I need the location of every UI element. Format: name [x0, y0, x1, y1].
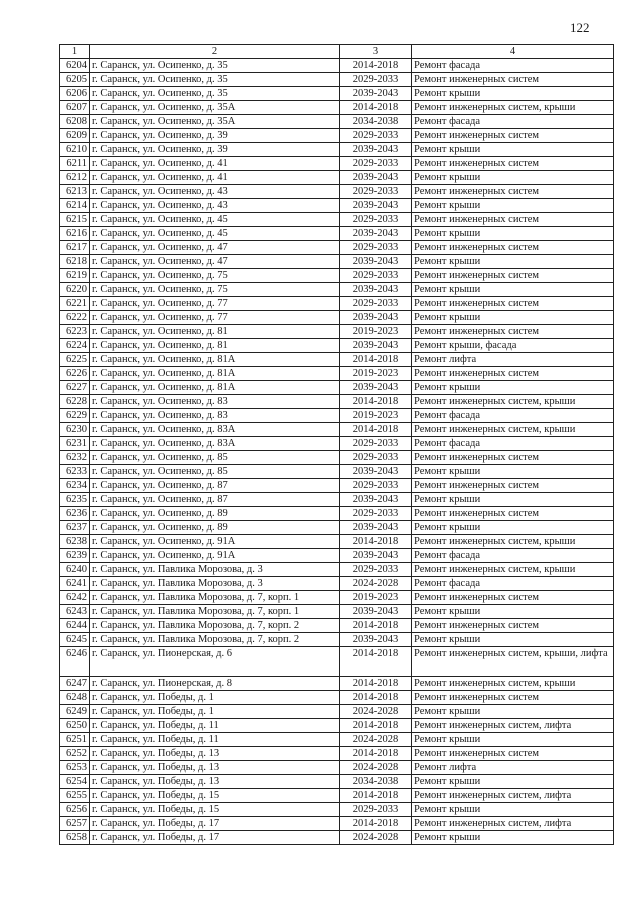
- table-row: [60, 705, 614, 719]
- table-row: [60, 213, 614, 227]
- work-type-cell: Ремонт инженерных систем: [412, 185, 614, 199]
- row-number-cell: 6228: [60, 395, 90, 409]
- period-cell: 2039-2043: [340, 227, 412, 241]
- work-type-cell: Ремонт инженерных систем, крыши: [412, 535, 614, 549]
- work-type-cell: Ремонт инженерных систем, крыши, лифта: [412, 647, 614, 677]
- column-header-4: 4: [412, 45, 614, 59]
- period-cell: 2039-2043: [340, 171, 412, 185]
- row-number-cell: 6209: [60, 129, 90, 143]
- row-number-cell: 6215: [60, 213, 90, 227]
- row-number-cell: 6233: [60, 465, 90, 479]
- period-cell: 2014-2018: [340, 619, 412, 633]
- table-row: [60, 381, 614, 395]
- table-row: [60, 423, 614, 437]
- work-type-cell: Ремонт крыши: [412, 831, 614, 845]
- period-cell: 2039-2043: [340, 143, 412, 157]
- address-cell: г. Саранск, ул. Победы, д. 13: [90, 761, 340, 775]
- period-cell: 2029-2033: [340, 507, 412, 521]
- row-number-cell: 6231: [60, 437, 90, 451]
- work-type-cell: Ремонт инженерных систем, крыши: [412, 395, 614, 409]
- table-body: [60, 59, 614, 845]
- period-cell: 2039-2043: [340, 549, 412, 563]
- address-cell: г. Саранск, ул. Осипенко, д. 83: [90, 409, 340, 423]
- table-row: [60, 297, 614, 311]
- address-cell: г. Саранск, ул. Осипенко, д. 81А: [90, 381, 340, 395]
- table-row: [60, 395, 614, 409]
- table-row: [60, 101, 614, 115]
- row-number-cell: 6229: [60, 409, 90, 423]
- row-number-cell: 6243: [60, 605, 90, 619]
- work-type-cell: Ремонт инженерных систем, крыши: [412, 677, 614, 691]
- work-type-cell: Ремонт фасада: [412, 549, 614, 563]
- address-cell: г. Саранск, ул. Победы, д. 15: [90, 803, 340, 817]
- work-type-cell: Ремонт инженерных систем: [412, 157, 614, 171]
- work-type-cell: Ремонт фасада: [412, 577, 614, 591]
- work-type-cell: Ремонт крыши: [412, 87, 614, 101]
- work-type-cell: Ремонт инженерных систем: [412, 619, 614, 633]
- address-cell: г. Саранск, ул. Осипенко, д. 47: [90, 255, 340, 269]
- work-type-cell: Ремонт крыши: [412, 605, 614, 619]
- work-type-cell: Ремонт инженерных систем, крыши: [412, 423, 614, 437]
- period-cell: 2014-2018: [340, 747, 412, 761]
- address-cell: г. Саранск, ул. Победы, д. 17: [90, 817, 340, 831]
- work-type-cell: Ремонт инженерных систем: [412, 451, 614, 465]
- table-row: [60, 647, 614, 677]
- row-number-cell: 6210: [60, 143, 90, 157]
- column-header-2: 2: [90, 45, 340, 59]
- table-row: [60, 563, 614, 577]
- row-number-cell: 6226: [60, 367, 90, 381]
- period-cell: 2024-2028: [340, 733, 412, 747]
- row-number-cell: 6232: [60, 451, 90, 465]
- row-number-cell: 6255: [60, 789, 90, 803]
- work-type-cell: Ремонт инженерных систем: [412, 479, 614, 493]
- address-cell: г. Саранск, ул. Павлика Морозова, д. 7, корп. 2: [90, 633, 340, 647]
- table-row: [60, 775, 614, 789]
- period-cell: 2029-2033: [340, 213, 412, 227]
- period-cell: 2024-2028: [340, 831, 412, 845]
- period-cell: 2019-2023: [340, 409, 412, 423]
- work-type-cell: Ремонт крыши: [412, 775, 614, 789]
- row-number-cell: 6212: [60, 171, 90, 185]
- address-cell: г. Саранск, ул. Осипенко, д. 85: [90, 465, 340, 479]
- row-number-cell: 6257: [60, 817, 90, 831]
- row-number-cell: 6217: [60, 241, 90, 255]
- address-cell: г. Саранск, ул. Осипенко, д. 43: [90, 199, 340, 213]
- row-number-cell: 6204: [60, 59, 90, 73]
- period-cell: 2029-2033: [340, 297, 412, 311]
- address-cell: г. Саранск, ул. Осипенко, д. 45: [90, 213, 340, 227]
- row-number-cell: 6224: [60, 339, 90, 353]
- period-cell: 2039-2043: [340, 283, 412, 297]
- address-cell: г. Саранск, ул. Осипенко, д. 35А: [90, 115, 340, 129]
- period-cell: 2029-2033: [340, 73, 412, 87]
- header-row: [60, 45, 614, 59]
- work-type-cell: Ремонт крыши: [412, 803, 614, 817]
- row-number-cell: 6242: [60, 591, 90, 605]
- period-cell: 2039-2043: [340, 633, 412, 647]
- table-row: [60, 437, 614, 451]
- work-type-cell: Ремонт инженерных систем, крыши: [412, 101, 614, 115]
- work-type-cell: Ремонт инженерных систем: [412, 507, 614, 521]
- period-cell: 2029-2033: [340, 129, 412, 143]
- address-cell: г. Саранск, ул. Победы, д. 1: [90, 705, 340, 719]
- table-row: [60, 269, 614, 283]
- address-cell: г. Саранск, ул. Победы, д. 1: [90, 691, 340, 705]
- work-type-cell: Ремонт инженерных систем: [412, 367, 614, 381]
- work-type-cell: Ремонт инженерных систем: [412, 325, 614, 339]
- address-cell: г. Саранск, ул. Осипенко, д. 77: [90, 311, 340, 325]
- work-type-cell: Ремонт лифта: [412, 353, 614, 367]
- row-number-cell: 6220: [60, 283, 90, 297]
- address-cell: г. Саранск, ул. Осипенко, д. 41: [90, 157, 340, 171]
- work-type-cell: Ремонт крыши: [412, 227, 614, 241]
- table-row: [60, 521, 614, 535]
- row-number-cell: 6252: [60, 747, 90, 761]
- period-cell: 2029-2033: [340, 563, 412, 577]
- row-number-cell: 6235: [60, 493, 90, 507]
- table-row: [60, 479, 614, 493]
- period-cell: 2029-2033: [340, 157, 412, 171]
- work-type-cell: Ремонт крыши: [412, 493, 614, 507]
- address-cell: г. Саранск, ул. Осипенко, д. 35А: [90, 101, 340, 115]
- work-type-cell: Ремонт фасада: [412, 437, 614, 451]
- table-row: [60, 59, 614, 73]
- period-cell: 2024-2028: [340, 705, 412, 719]
- period-cell: 2014-2018: [340, 535, 412, 549]
- column-header-1: 1: [60, 45, 90, 59]
- address-cell: г. Саранск, ул. Павлика Морозова, д. 7, корп. 1: [90, 591, 340, 605]
- period-cell: 2014-2018: [340, 817, 412, 831]
- table-row: [60, 311, 614, 325]
- address-cell: г. Саранск, ул. Осипенко, д. 83А: [90, 423, 340, 437]
- row-number-cell: 6246: [60, 647, 90, 677]
- period-cell: 2029-2033: [340, 269, 412, 283]
- address-cell: г. Саранск, ул. Осипенко, д. 81А: [90, 353, 340, 367]
- period-cell: 2014-2018: [340, 423, 412, 437]
- address-cell: г. Саранск, ул. Осипенко, д. 35: [90, 73, 340, 87]
- work-type-cell: Ремонт инженерных систем: [412, 241, 614, 255]
- address-cell: г. Саранск, ул. Осипенко, д. 85: [90, 451, 340, 465]
- table-row: [60, 747, 614, 761]
- address-cell: г. Саранск, ул. Победы, д. 13: [90, 775, 340, 789]
- period-cell: 2029-2033: [340, 803, 412, 817]
- row-number-cell: 6227: [60, 381, 90, 395]
- address-cell: г. Саранск, ул. Пионерская, д. 6: [90, 647, 340, 677]
- period-cell: 2029-2033: [340, 437, 412, 451]
- period-cell: 2024-2028: [340, 577, 412, 591]
- row-number-cell: 6247: [60, 677, 90, 691]
- period-cell: 2019-2023: [340, 325, 412, 339]
- address-cell: г. Саранск, ул. Осипенко, д. 75: [90, 269, 340, 283]
- period-cell: 2024-2028: [340, 761, 412, 775]
- address-cell: г. Саранск, ул. Осипенко, д. 47: [90, 241, 340, 255]
- table-row: [60, 451, 614, 465]
- period-cell: 2039-2043: [340, 521, 412, 535]
- table-row: [60, 577, 614, 591]
- table-row: [60, 339, 614, 353]
- table-row: [60, 185, 614, 199]
- table-row: [60, 283, 614, 297]
- period-cell: 2039-2043: [340, 87, 412, 101]
- address-cell: г. Саранск, ул. Осипенко, д. 75: [90, 283, 340, 297]
- table-row: [60, 143, 614, 157]
- address-cell: г. Саранск, ул. Осипенко, д. 39: [90, 143, 340, 157]
- work-type-cell: Ремонт инженерных систем, крыши: [412, 563, 614, 577]
- row-number-cell: 6221: [60, 297, 90, 311]
- row-number-cell: 6237: [60, 521, 90, 535]
- row-number-cell: 6245: [60, 633, 90, 647]
- work-type-cell: Ремонт крыши: [412, 465, 614, 479]
- work-type-cell: Ремонт инженерных систем: [412, 73, 614, 87]
- period-cell: 2014-2018: [340, 59, 412, 73]
- work-type-cell: Ремонт инженерных систем: [412, 129, 614, 143]
- period-cell: 2014-2018: [340, 719, 412, 733]
- row-number-cell: 6213: [60, 185, 90, 199]
- work-type-cell: Ремонт инженерных систем, лифта: [412, 719, 614, 733]
- period-cell: 2019-2023: [340, 367, 412, 381]
- address-cell: г. Саранск, ул. Победы, д. 17: [90, 831, 340, 845]
- row-number-cell: 6207: [60, 101, 90, 115]
- period-cell: 2014-2018: [340, 647, 412, 677]
- row-number-cell: 6208: [60, 115, 90, 129]
- column-header-3: 3: [340, 45, 412, 59]
- address-cell: г. Саранск, ул. Осипенко, д. 87: [90, 493, 340, 507]
- row-number-cell: 6216: [60, 227, 90, 241]
- repair-schedule-table: [59, 44, 614, 845]
- period-cell: 2029-2033: [340, 185, 412, 199]
- row-number-cell: 6254: [60, 775, 90, 789]
- table-row: [60, 817, 614, 831]
- period-cell: 2029-2033: [340, 451, 412, 465]
- work-type-cell: Ремонт фасада: [412, 59, 614, 73]
- address-cell: г. Саранск, ул. Осипенко, д. 89: [90, 507, 340, 521]
- work-type-cell: Ремонт инженерных систем, лифта: [412, 817, 614, 831]
- work-type-cell: Ремонт инженерных систем, лифта: [412, 789, 614, 803]
- table-row: [60, 157, 614, 171]
- work-type-cell: Ремонт фасада: [412, 115, 614, 129]
- row-number-cell: 6234: [60, 479, 90, 493]
- period-cell: 2039-2043: [340, 493, 412, 507]
- row-number-cell: 6244: [60, 619, 90, 633]
- address-cell: г. Саранск, ул. Осипенко, д. 83: [90, 395, 340, 409]
- address-cell: г. Саранск, ул. Осипенко, д. 35: [90, 87, 340, 101]
- address-cell: г. Саранск, ул. Осипенко, д. 81: [90, 325, 340, 339]
- table-row: [60, 115, 614, 129]
- period-cell: 2034-2038: [340, 775, 412, 789]
- period-cell: 2014-2018: [340, 677, 412, 691]
- table-row: [60, 803, 614, 817]
- work-type-cell: Ремонт крыши: [412, 733, 614, 747]
- work-type-cell: Ремонт крыши: [412, 199, 614, 213]
- table-row: [60, 409, 614, 423]
- table-row: [60, 465, 614, 479]
- row-number-cell: 6239: [60, 549, 90, 563]
- table-row: [60, 73, 614, 87]
- address-cell: г. Саранск, ул. Пионерская, д. 8: [90, 677, 340, 691]
- table-row: [60, 325, 614, 339]
- table-row: [60, 591, 614, 605]
- period-cell: 2029-2033: [340, 241, 412, 255]
- table-row: [60, 367, 614, 381]
- row-number-cell: 6256: [60, 803, 90, 817]
- period-cell: 2014-2018: [340, 353, 412, 367]
- row-number-cell: 6222: [60, 311, 90, 325]
- row-number-cell: 6251: [60, 733, 90, 747]
- row-number-cell: 6241: [60, 577, 90, 591]
- period-cell: 2039-2043: [340, 465, 412, 479]
- work-type-cell: Ремонт крыши: [412, 705, 614, 719]
- period-cell: 2014-2018: [340, 691, 412, 705]
- address-cell: г. Саранск, ул. Осипенко, д. 83А: [90, 437, 340, 451]
- row-number-cell: 6211: [60, 157, 90, 171]
- table-row: [60, 605, 614, 619]
- row-number-cell: 6238: [60, 535, 90, 549]
- row-number-cell: 6258: [60, 831, 90, 845]
- address-cell: г. Саранск, ул. Осипенко, д. 41: [90, 171, 340, 185]
- address-cell: г. Саранск, ул. Осипенко, д. 43: [90, 185, 340, 199]
- table-row: [60, 241, 614, 255]
- work-type-cell: Ремонт крыши, фасада: [412, 339, 614, 353]
- period-cell: 2039-2043: [340, 339, 412, 353]
- row-number-cell: 6240: [60, 563, 90, 577]
- table-row: [60, 199, 614, 213]
- table-row: [60, 493, 614, 507]
- work-type-cell: Ремонт инженерных систем: [412, 297, 614, 311]
- row-number-cell: 6249: [60, 705, 90, 719]
- table-row: [60, 761, 614, 775]
- work-type-cell: Ремонт крыши: [412, 255, 614, 269]
- work-type-cell: Ремонт инженерных систем: [412, 213, 614, 227]
- row-number-cell: 6205: [60, 73, 90, 87]
- table-row: [60, 831, 614, 845]
- table-row: [60, 789, 614, 803]
- period-cell: 2029-2033: [340, 479, 412, 493]
- address-cell: г. Саранск, ул. Осипенко, д. 35: [90, 59, 340, 73]
- address-cell: г. Саранск, ул. Осипенко, д. 77: [90, 297, 340, 311]
- address-cell: г. Саранск, ул. Павлика Морозова, д. 7, корп. 1: [90, 605, 340, 619]
- work-type-cell: Ремонт инженерных систем: [412, 591, 614, 605]
- period-cell: 2019-2023: [340, 591, 412, 605]
- period-cell: 2039-2043: [340, 605, 412, 619]
- work-type-cell: Ремонт крыши: [412, 381, 614, 395]
- table-row: [60, 353, 614, 367]
- table-row: [60, 719, 614, 733]
- address-cell: г. Саранск, ул. Осипенко, д. 89: [90, 521, 340, 535]
- work-type-cell: Ремонт крыши: [412, 283, 614, 297]
- period-cell: 2034-2038: [340, 115, 412, 129]
- table-row: [60, 619, 614, 633]
- work-type-cell: Ремонт инженерных систем: [412, 269, 614, 283]
- work-type-cell: Ремонт лифта: [412, 761, 614, 775]
- row-number-cell: 6250: [60, 719, 90, 733]
- address-cell: г. Саранск, ул. Павлика Морозова, д. 3: [90, 563, 340, 577]
- period-cell: 2039-2043: [340, 199, 412, 213]
- table-row: [60, 507, 614, 521]
- table-row: [60, 227, 614, 241]
- address-cell: г. Саранск, ул. Осипенко, д. 39: [90, 129, 340, 143]
- work-type-cell: Ремонт инженерных систем: [412, 747, 614, 761]
- address-cell: г. Саранск, ул. Осипенко, д. 87: [90, 479, 340, 493]
- row-number-cell: 6206: [60, 87, 90, 101]
- table-row: [60, 733, 614, 747]
- row-number-cell: 6248: [60, 691, 90, 705]
- table-row: [60, 255, 614, 269]
- address-cell: г. Саранск, ул. Осипенко, д. 81: [90, 339, 340, 353]
- address-cell: г. Саранск, ул. Осипенко, д. 91А: [90, 535, 340, 549]
- table-row: [60, 677, 614, 691]
- work-type-cell: Ремонт крыши: [412, 311, 614, 325]
- row-number-cell: 6218: [60, 255, 90, 269]
- period-cell: 2014-2018: [340, 395, 412, 409]
- table-row: [60, 691, 614, 705]
- address-cell: г. Саранск, ул. Победы, д. 15: [90, 789, 340, 803]
- row-number-cell: 6236: [60, 507, 90, 521]
- period-cell: 2014-2018: [340, 101, 412, 115]
- address-cell: г. Саранск, ул. Осипенко, д. 45: [90, 227, 340, 241]
- work-type-cell: Ремонт крыши: [412, 521, 614, 535]
- period-cell: 2039-2043: [340, 311, 412, 325]
- row-number-cell: 6230: [60, 423, 90, 437]
- work-type-cell: Ремонт крыши: [412, 171, 614, 185]
- address-cell: г. Саранск, ул. Победы, д. 11: [90, 719, 340, 733]
- row-number-cell: 6223: [60, 325, 90, 339]
- row-number-cell: 6225: [60, 353, 90, 367]
- address-cell: г. Саранск, ул. Павлика Морозова, д. 7, корп. 2: [90, 619, 340, 633]
- address-cell: г. Саранск, ул. Победы, д. 11: [90, 733, 340, 747]
- period-cell: 2039-2043: [340, 255, 412, 269]
- address-cell: г. Саранск, ул. Павлика Морозова, д. 3: [90, 577, 340, 591]
- address-cell: г. Саранск, ул. Осипенко, д. 91А: [90, 549, 340, 563]
- table-row: [60, 535, 614, 549]
- work-type-cell: Ремонт крыши: [412, 633, 614, 647]
- work-type-cell: Ремонт фасада: [412, 409, 614, 423]
- work-type-cell: Ремонт крыши: [412, 143, 614, 157]
- table-row: [60, 549, 614, 563]
- period-cell: 2039-2043: [340, 381, 412, 395]
- table-row: [60, 633, 614, 647]
- table-row: [60, 129, 614, 143]
- row-number-cell: 6219: [60, 269, 90, 283]
- row-number-cell: 6214: [60, 199, 90, 213]
- address-cell: г. Саранск, ул. Осипенко, д. 81А: [90, 367, 340, 381]
- address-cell: г. Саранск, ул. Победы, д. 13: [90, 747, 340, 761]
- table-row: [60, 171, 614, 185]
- table-row: [60, 87, 614, 101]
- page-number: 122: [570, 20, 590, 35]
- work-type-cell: Ремонт инженерных систем: [412, 691, 614, 705]
- row-number-cell: 6253: [60, 761, 90, 775]
- period-cell: 2014-2018: [340, 789, 412, 803]
